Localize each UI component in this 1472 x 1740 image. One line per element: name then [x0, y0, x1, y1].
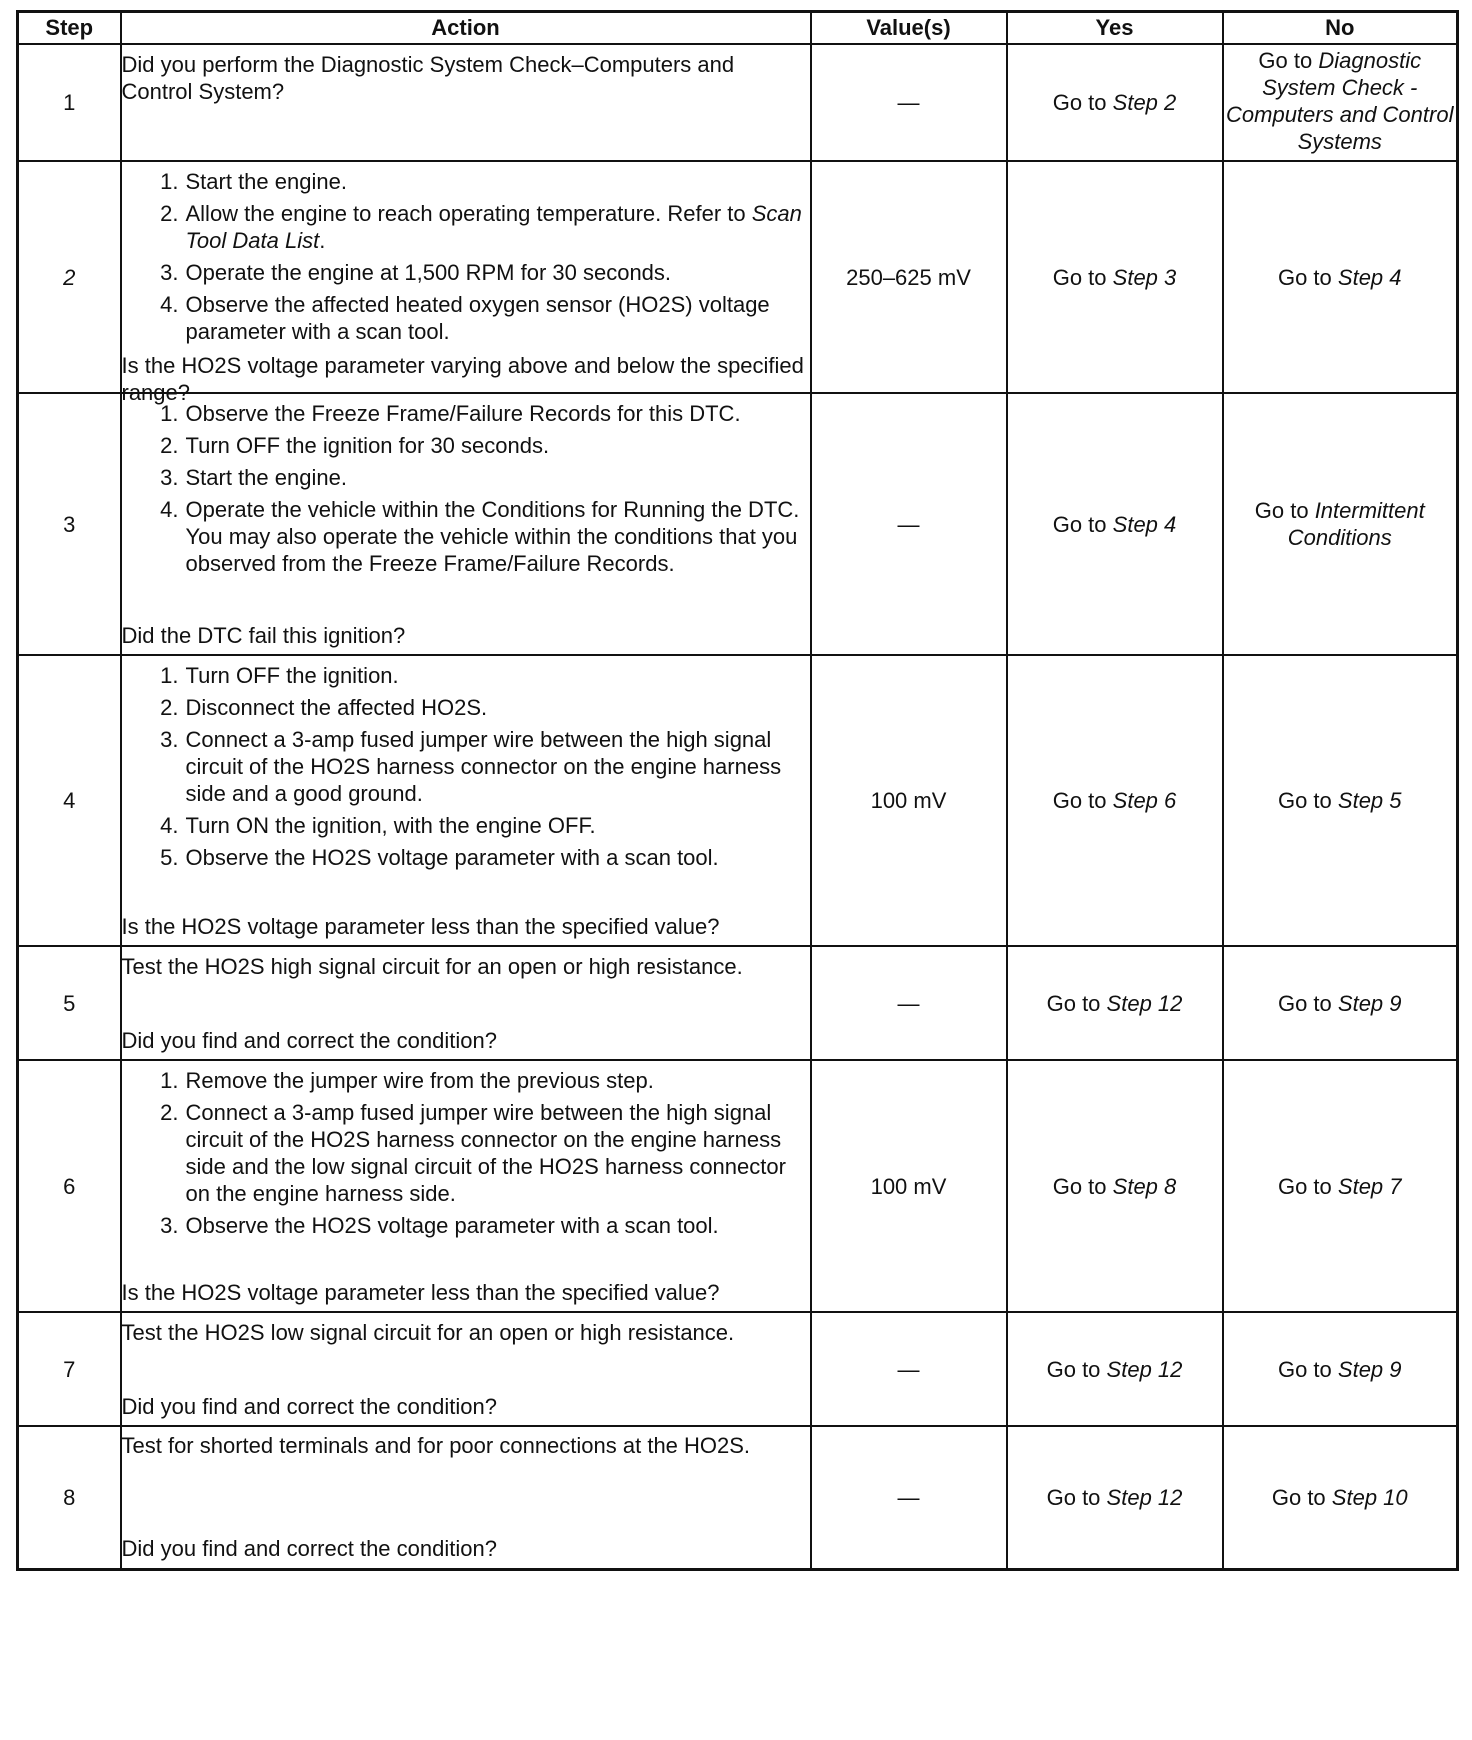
action-question: Is the HO2S voltage parameter varying above and below the specified range? [121, 352, 804, 405]
value-cell: — [811, 1426, 1007, 1569]
yes-target-link[interactable]: Step 6 [1112, 788, 1177, 813]
action-step [144, 200, 810, 254]
action-step-number: 1. [160, 400, 179, 426]
header-row [18, 12, 1458, 45]
action-cell [121, 44, 811, 161]
yes-cell [1007, 161, 1223, 393]
no-cell [1223, 1312, 1458, 1426]
action-step-text: Connect a 3-amp fused jumper wire between the high signal circuit of the HO2S harness connector on the engine harness side and a good ground. [185, 726, 782, 806]
header-step: Step [18, 12, 121, 45]
action-step-number: 2. [160, 200, 179, 226]
yes-target-link[interactable]: Step 12 [1106, 990, 1183, 1016]
action-step [144, 168, 810, 195]
diagnostic-table [16, 10, 1459, 1571]
yes-cell [1007, 946, 1223, 1060]
action-step [144, 726, 810, 807]
action-step [144, 694, 810, 721]
no-prefix: Go to [1254, 498, 1309, 523]
action-step-text: Observe the HO2S voltage parameter with a scan tool. [185, 844, 719, 870]
no-target-link[interactable]: Step 7 [1337, 1173, 1402, 1199]
action-step [144, 1067, 810, 1094]
step-number: 1 [18, 44, 121, 161]
value-cell: 100 mV [811, 1060, 1007, 1312]
step-number: 4 [18, 655, 121, 946]
action-step [144, 1099, 810, 1207]
value-cell: 100 mV [811, 655, 1007, 946]
action-step-number: 4. [160, 496, 179, 522]
yes-prefix: Go to [1046, 1484, 1101, 1510]
action-step-number: 4. [160, 291, 179, 317]
yes-cell [1007, 393, 1223, 655]
no-target-link[interactable]: Step 9 [1337, 990, 1402, 1016]
no-prefix: Go to [1277, 990, 1332, 1016]
action-step [144, 496, 810, 577]
action-text: Test the HO2S low signal circuit for an open or high resistance. [121, 1319, 735, 1345]
action-step-text: Turn OFF the ignition for 30 seconds. [185, 432, 550, 458]
yes-prefix: Go to [1052, 788, 1107, 813]
action-step-text: Turn ON the ignition, with the engine OFF. [185, 812, 596, 838]
step-number: 5 [18, 946, 121, 1060]
no-cell [1223, 44, 1458, 161]
action-step [144, 400, 810, 427]
action-step-number: 3. [160, 726, 179, 752]
action-steps-list [122, 662, 810, 871]
action-steps-list [122, 400, 810, 577]
table-row [18, 655, 1458, 946]
action-step [144, 432, 810, 459]
action-step-number: 1. [160, 662, 179, 688]
no-prefix: Go to [1258, 48, 1313, 73]
yes-target-link[interactable]: Step 2 [1112, 90, 1177, 115]
table-row [18, 161, 1458, 393]
table-row [18, 44, 1458, 161]
action-question: Did you find and correct the condition? [121, 1393, 497, 1419]
action-question: Is the HO2S voltage parameter less than the specified value? [121, 913, 720, 939]
action-step-number: 1. [160, 168, 179, 194]
action-step-number: 3. [160, 464, 179, 490]
action-step-text: Disconnect the affected HO2S. [185, 694, 488, 720]
yes-prefix: Go to [1052, 90, 1107, 115]
no-target-link[interactable]: Step 10 [1331, 1484, 1408, 1510]
action-step-text: Turn OFF the ignition. [185, 662, 399, 688]
action-text: Did you perform the Diagnostic System Check–Computers and Control System? [121, 51, 735, 104]
action-step-number: 2. [160, 694, 179, 720]
header-no: No [1223, 12, 1458, 45]
action-cell [121, 1426, 811, 1569]
action-step-text: Start the engine. [185, 168, 347, 194]
step-number: 7 [18, 1312, 121, 1426]
no-cell [1223, 946, 1458, 1060]
no-prefix: Go to [1271, 1484, 1326, 1510]
action-step-number: 3. [160, 259, 179, 285]
action-step [144, 844, 810, 871]
table-row [18, 1426, 1458, 1569]
action-step-text: Allow the engine to reach operating temperature. Refer to [185, 200, 752, 226]
header-action: Action [121, 12, 811, 45]
no-prefix: Go to [1277, 788, 1332, 813]
action-step [144, 259, 810, 286]
action-step-text: Observe the HO2S voltage parameter with a scan tool. [185, 1212, 719, 1238]
action-step [144, 812, 810, 839]
action-cell [121, 393, 811, 655]
action-step-text: Operate the engine at 1,500 RPM for 30 seconds. [185, 259, 672, 285]
diagnostic-table-page [16, 10, 1456, 1730]
step-number: 2 [18, 161, 121, 393]
action-step-text: Observe the affected heated oxygen sensor (HO2S) voltage parameter with a scan tool. [185, 291, 770, 344]
action-step [144, 662, 810, 689]
action-step-number: 4. [160, 812, 179, 838]
yes-prefix: Go to [1046, 1356, 1101, 1382]
action-step [144, 1212, 810, 1239]
yes-cell [1007, 1060, 1223, 1312]
no-prefix: Go to [1277, 264, 1332, 290]
header-yes: Yes [1007, 12, 1223, 45]
action-step-number: 3. [160, 1212, 179, 1238]
value-cell: — [811, 1312, 1007, 1426]
action-step [144, 291, 810, 345]
action-step-text: Remove the jumper wire from the previous step. [185, 1067, 654, 1093]
action-question: Did you find and correct the condition? [121, 1027, 497, 1053]
action-step-text: Operate the vehicle within the Conditions for Running the DTC. You may also operate the vehicle within the conditions that you observed from the Freeze Frame/Failure Records. [185, 496, 800, 576]
value-cell: — [811, 393, 1007, 655]
value-cell: 250–625 mV [811, 161, 1007, 393]
no-target-link[interactable]: Step 5 [1337, 788, 1402, 813]
no-prefix: Go to [1277, 1356, 1332, 1382]
action-cell [121, 946, 811, 1060]
action-question: Did the DTC fail this ignition? [121, 622, 406, 648]
yes-target-link[interactable]: Step 4 [1112, 511, 1177, 537]
no-prefix: Go to [1277, 1173, 1332, 1199]
action-cell [121, 1060, 811, 1312]
yes-prefix: Go to [1052, 511, 1107, 537]
action-step-text: Start the engine. [185, 464, 347, 490]
no-cell [1223, 1060, 1458, 1312]
reference-link: Scan Tool Data List [185, 200, 802, 253]
yes-target-link[interactable]: Step 12 [1106, 1356, 1183, 1382]
no-cell [1223, 1426, 1458, 1569]
action-cell [121, 161, 811, 405]
action-text: Test for shorted terminals and for poor connections at the HO2S. [121, 1433, 751, 1459]
table-row [18, 1312, 1458, 1426]
step-number: 3 [18, 393, 121, 655]
action-question: Is the HO2S voltage parameter less than the specified value? [121, 1279, 720, 1305]
action-step-number: 2. [160, 1099, 179, 1125]
action-text: Test the HO2S high signal circuit for an open or high resistance. [121, 953, 743, 979]
table-row [18, 1060, 1458, 1312]
yes-prefix: Go to [1052, 264, 1107, 290]
no-target-link[interactable]: Intermittent Conditions [1287, 498, 1425, 550]
yes-target-link[interactable]: Step 12 [1106, 1484, 1183, 1510]
yes-cell [1007, 1426, 1223, 1569]
action-step-tail: . [319, 227, 326, 253]
action-step-number: 5. [160, 844, 179, 870]
action-step [144, 464, 810, 491]
yes-prefix: Go to [1046, 990, 1101, 1016]
no-cell [1223, 655, 1458, 946]
no-target-link[interactable]: Step 9 [1337, 1356, 1402, 1382]
action-step-text: Observe the Freeze Frame/Failure Records for this DTC. [185, 400, 741, 426]
action-cell [121, 655, 811, 946]
yes-cell [1007, 1312, 1223, 1426]
action-step-number: 1. [160, 1067, 179, 1093]
action-cell [121, 1312, 811, 1426]
action-steps-list [122, 1067, 810, 1239]
no-cell [1223, 393, 1458, 655]
no-target-link[interactable]: Step 4 [1337, 264, 1402, 290]
step-number: 6 [18, 1060, 121, 1312]
action-steps-list [122, 168, 810, 345]
table-row [18, 393, 1458, 655]
yes-prefix: Go to [1052, 1173, 1107, 1199]
yes-cell [1007, 44, 1223, 161]
action-step-number: 2. [160, 432, 179, 458]
yes-target-link[interactable]: Step 3 [1112, 264, 1177, 290]
step-number: 8 [18, 1426, 121, 1569]
action-step-text: Connect a 3-amp fused jumper wire between the high signal circuit of the HO2S harness connector on the engine harness side and the low signal circuit of the HO2S harness connector on the engine harness side. [185, 1099, 786, 1206]
no-cell [1223, 161, 1458, 393]
table-row [18, 946, 1458, 1060]
value-cell: — [811, 946, 1007, 1060]
no-target-link[interactable]: Diagnostic System Check - Computers and Control Systems [1226, 48, 1454, 154]
table-body [18, 44, 1458, 1569]
yes-cell [1007, 655, 1223, 946]
action-question: Did you find and correct the condition? [121, 1536, 497, 1562]
header-values: Value(s) [811, 12, 1007, 45]
value-cell: — [811, 44, 1007, 161]
yes-target-link[interactable]: Step 8 [1112, 1173, 1177, 1199]
